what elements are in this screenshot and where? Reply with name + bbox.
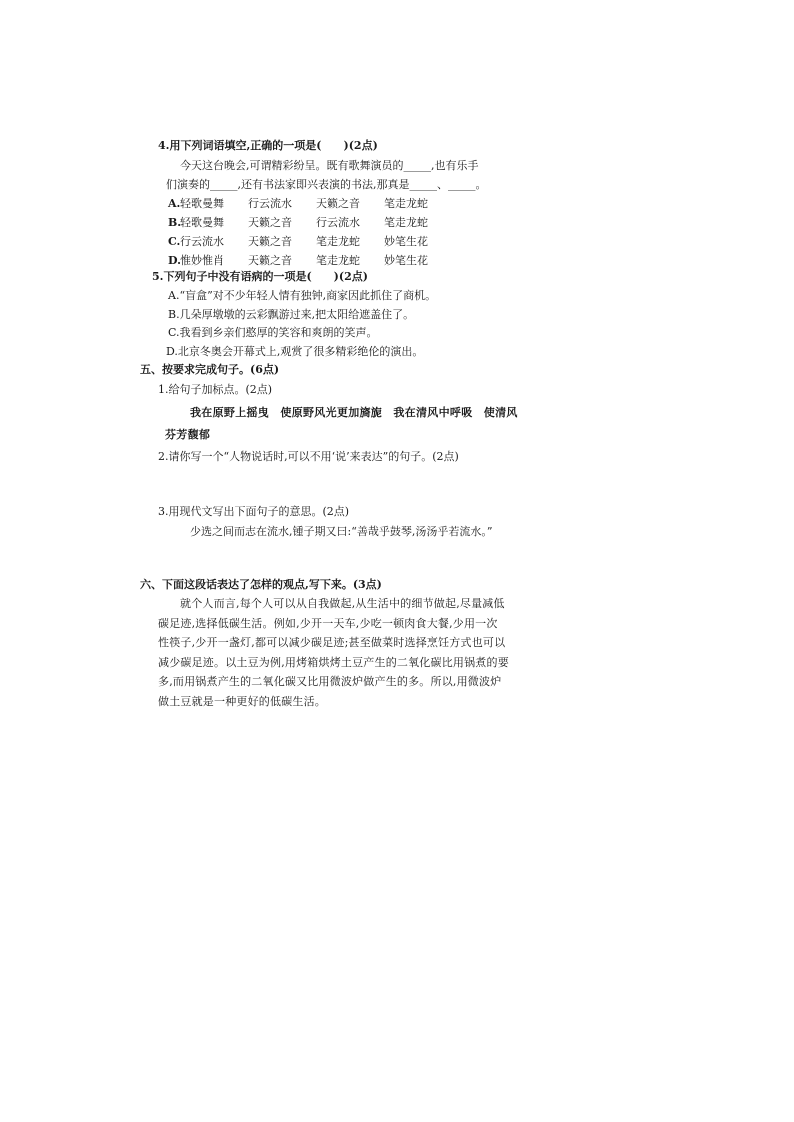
- q4-option-a-item-4: 笔走龙蛇: [384, 197, 428, 210]
- q5-option-a: A.“盲盒”对不少年轻人情有独钟,商家因此抓住了商机。: [168, 289, 437, 302]
- q4-option-d-item-3: 笔走龙蛇: [316, 254, 360, 267]
- q4-option-b-item-3: 行云流水: [316, 216, 360, 229]
- q4-option-d-item-4: 妙笔生花: [384, 254, 428, 267]
- q4-option-a-item-1: 轻歌曼舞: [180, 197, 224, 210]
- q4-option-c-item-1: 行云流水: [180, 235, 224, 248]
- section6-passage-line: 碳足迹,选择低碳生活。例如,少开一天车,少吃一顿肉食大餐,少用一次: [158, 616, 498, 630]
- section6-passage: [158, 594, 528, 711]
- q4-option-c-item-2: 天籁之音: [248, 235, 292, 248]
- section6-title: 六、下面这段话表达了怎样的观点,写下来。(3点): [140, 578, 382, 591]
- section5-q1-title: 1.给句子加标点。(2点): [158, 383, 273, 396]
- q4-option-b-item-2: 天籁之音: [248, 216, 292, 229]
- q4-option-b-label: B.: [168, 216, 182, 229]
- q4-option-c-item-4: 妙笔生花: [384, 235, 428, 248]
- q4-option-d-item-2: 天籁之音: [248, 254, 292, 267]
- q4-option-d-label: D.: [168, 254, 181, 267]
- section5-q3-quote: 少选之间而志在流水,锺子期又曰:“善哉乎鼓琴,汤汤乎若流水。”: [190, 525, 493, 538]
- q5-option-c: C.我看到乡亲们憨厚的笑容和爽朗的笑声。: [168, 326, 378, 339]
- q4-option-c-label: C.: [168, 235, 181, 248]
- q4-option-d-item-1: 惟妙惟肖: [180, 254, 224, 267]
- q4-option-c-item-3: 笔走龙蛇: [316, 235, 360, 248]
- q5-option-b: B.几朵厚墩墩的云彩飘游过来,把太阳给遮盖住了。: [168, 308, 415, 321]
- q4-passage-line-2: 们演奏的_____,还有书法家即兴表演的书法,那真是_____、_____。: [166, 178, 487, 191]
- q4-option-b-item-4: 笔走龙蛇: [384, 216, 428, 229]
- q4-option-a-label: A.: [168, 197, 181, 210]
- section6-passage-line: 性筷子,少开一盏灯,都可以减少碳足迹;甚至做菜时选择烹饪方式也可以: [158, 636, 506, 649]
- q4-option-a-item-2: 行云流水: [248, 197, 292, 210]
- section5-q1-sentence-line-2: 芬芳馥郁: [165, 428, 211, 441]
- section6-passage-line: 减少碳足迹。以土豆为例,用烤箱烘烤土豆产生的二氧化碳比用锅煮的要: [158, 655, 509, 669]
- q4-option-b-item-1: 轻歌曼舞: [180, 216, 224, 229]
- q4-option-a-item-3: 天籁之音: [316, 197, 360, 210]
- section5-q2-title: 2.请你写一个“人物说话时,可以不用‘说’来表达”的句子。(2点): [158, 450, 459, 463]
- section5-title: 五、按要求完成句子。(6点): [140, 363, 280, 376]
- section5-q1-sentence-line-1: 我在原野上摇曳 使原野风光更加旖旎 我在清风中呼吸 使清风: [190, 406, 518, 419]
- section6-passage-line: 做土豆就是一种更好的低碳生活。: [158, 694, 326, 708]
- q4-title: 4.用下列词语填空,正确的一项是( )(2点): [158, 139, 378, 152]
- section5-q3-title: 3.用现代文写出下面句子的意思。(2点): [158, 505, 350, 518]
- q4-passage-line-1: 今天这台晚会,可谓精彩纷呈。既有歌舞演员的_____,也有乐手: [180, 159, 479, 172]
- q5-option-d: D.北京冬奥会开幕式上,观赏了很多精彩绝伦的演出。: [166, 345, 424, 358]
- q5-title: 5.下列句子中没有语病的一项是( )(2点): [152, 270, 368, 283]
- section6-passage-line: 就个人而言,每个人可以从自我做起,从生活中的细节做起,尽量减低: [180, 597, 505, 610]
- section6-passage-line: 多,而用锅煮产生的二氧化碳又比用微波炉做产生的多。所以,用微波炉: [158, 675, 502, 688]
